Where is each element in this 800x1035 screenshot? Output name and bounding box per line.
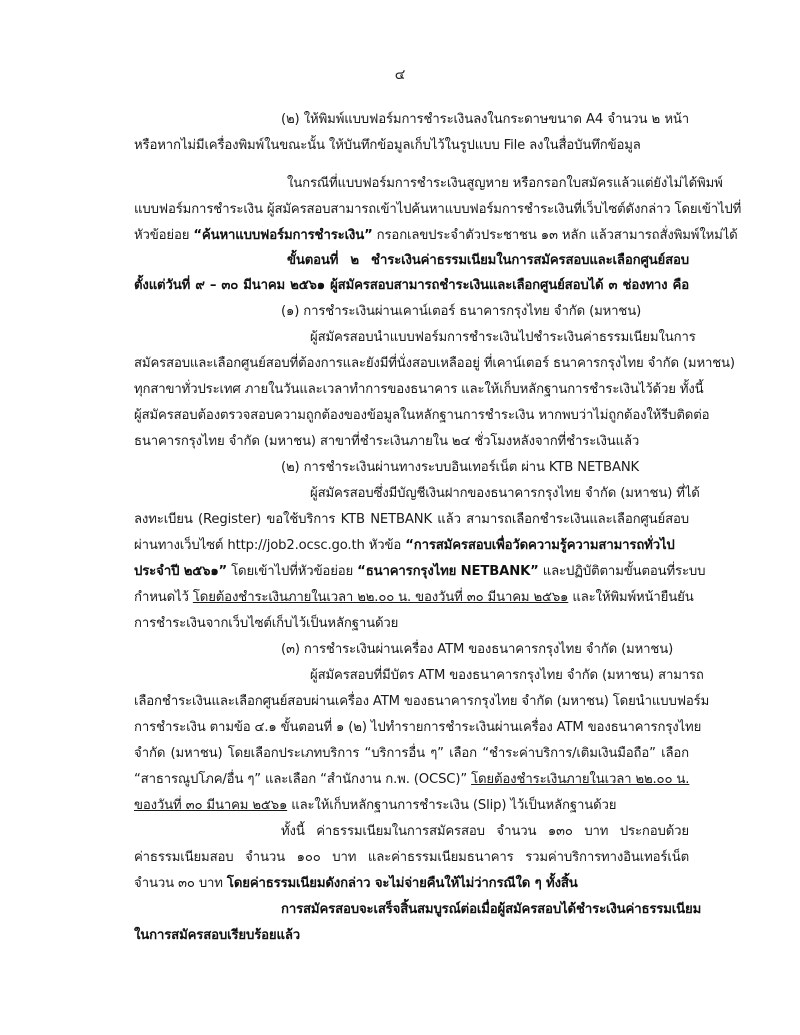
p1-line-2: หรือหากไม่มีเครื่องพิมพ์ในขณะนั้น ให้บันทึกข้อมูลเก็บไว้ในรูปแบบ File ลงในสื่อบันทึกข้อมูล	[134, 138, 641, 153]
channel2-line-4-mid: โดยเข้าไปที่หัวข้อย่อย	[227, 564, 358, 579]
fees-line-2: ค่าธรรมเนียมสอบ จำนวน ๑๐๐ บาท และค่าธรรมเนียมธนาคาร รวมค่าบริการทางอินเทอร์เน็ต	[134, 850, 689, 865]
p1-line-1: (๒) ให้พิมพ์แบบฟอร์มการชำระเงินลงในกระดาษขนาด A4 จำนวน ๒ หน้า	[281, 112, 689, 127]
channel2-line-4-suffix: และปฏิบัติตามขั้นตอนที่ระบบ	[538, 564, 706, 579]
channel3-title: (๓) การชำระเงินผ่านเครื่อง ATM ของธนาคารกรุงไทย จำกัด (มหาชน)	[281, 642, 674, 657]
completion-line-1: การสมัครสอบจะเสร็จสิ้นสมบูรณ์ต่อเมื่อผู้สมัครสอบได้ชำระเงินค่าธรรมเนียม	[281, 902, 702, 917]
channel1-title: (๑) การชำระเงินผ่านเคาน์เตอร์ ธนาคารกรุงไทย จำกัด (มหาชน)	[281, 304, 642, 319]
p2-line-3-suffix: กรอกเลขประจำตัวประชาชน ๑๓ หลัก แล้วสามารถสั่งพิมพ์ใหม่ได้	[372, 228, 738, 243]
channel1-line-4: ผู้สมัครสอบต้องตรวจสอบความถูกต้องของข้อมูลในหลักฐานการชำระเงิน หากพบว่าไม่ถูกต้องให้รีบติดต่อ	[134, 408, 710, 423]
channel2-line-5-suffix: และให้พิมพ์หน้ายืนยัน	[568, 590, 694, 605]
page-number: ๔	[394, 67, 406, 83]
channel2-title: (๒) การชำระเงินผ่านทางระบบอินเทอร์เน็ต ผ่าน KTB NETBANK	[281, 460, 640, 475]
channel2-line-5-prefix: กำหนดไว้	[134, 590, 193, 605]
channel3-line-6	[134, 796, 689, 818]
channel1-line-3: ทุกสาขาทั่วประเทศ ภายในวันและเวลาทำการของธนาคาร และให้เก็บหลักฐานการชำระเงินไว้ด้วย ทั้งนี้	[134, 382, 704, 397]
netbank-topic: “ธนาคารกรุงไทย NETBANK”	[357, 564, 539, 579]
channel2-line-2: ลงทะเบียน (Register) ขอใช้บริการ KTB NETBANK แล้ว สามารถเลือกชำระเงินและเลือกศูนย์สอบ	[134, 512, 689, 527]
p2-line-3	[134, 226, 738, 248]
channel2-line-5	[134, 588, 694, 610]
netbank-deadline: โดยต้องชำระเงินภายในเวลา ๒๒.๐๐ น. ของวันที่ ๓๐ มีนาคม ๒๕๖๑	[192, 590, 569, 605]
channel1-line-1: ผู้สมัครสอบนำแบบฟอร์มการชำระเงินไปชำระเงินค่าธรรมเนียมในการ	[310, 330, 696, 345]
fees-line-3	[134, 874, 689, 896]
channel3-line-3: การชำระเงิน ตามข้อ ๔.๑ ขั้นตอนที่ ๑ (๒) ไปทำรายการชำระเงินผ่านเครื่อง ATM ของธนาคารกรุงไทย	[134, 720, 702, 735]
step2-heading: ขั้นตอนที่ ๒ ชำระเงินค่าธรรมเนียมในการสมัครสอบและเลือกศูนย์สอบ	[287, 253, 689, 268]
fees-amount: จำนวน ๓๐ บาท	[134, 876, 227, 891]
channel2-line-1: ผู้สมัครสอบซึ่งมีบัญชีเงินฝากของธนาคารกรุงไทย จำกัด (มหาชน) ที่ได้	[310, 486, 700, 501]
channel3-line-5	[134, 770, 689, 792]
channel2-line-3	[134, 536, 689, 558]
p2-line-3-prefix: หัวข้อย่อย	[134, 228, 194, 243]
channel2-line-6: การชำระเงินจากเว็บไซต์เก็บไว้เป็นหลักฐานด้วย	[134, 616, 399, 631]
channel3-line-2: เลือกชำระเงินและเลือกศูนย์สอบผ่านเครื่อง ATM ของธนาคารกรุงไทย จำกัด (มหาชน) โดยนำแบบฟอร์ม	[134, 694, 710, 709]
fees-line-1: ทั้งนี้ ค่าธรรมเนียมในการสมัครสอบ จำนวน ๑๓๐ บาท ประกอบด้วย	[281, 824, 689, 839]
p2-line-1: ในกรณีที่แบบฟอร์มการชำระเงินสูญหาย หรือกรอกใบสมัครแล้วแต่ยังไม่ได้พิมพ์	[287, 176, 723, 191]
channel3-line-4: จำกัด (มหาชน) โดยเลือกประเภทบริการ “บริการอื่น ๆ” เลือก “ชำระค่าบริการ/เติมเงินมือถือ” เลือก	[134, 746, 689, 761]
step2-line-2: ตั้งแต่วันที่ ๙ – ๓๐ มีนาคม ๒๕๖๑ ผู้สมัครสอบสามารถชำระเงินและเลือกศูนย์สอบได้ ๓ ช่องทาง คือ	[134, 278, 689, 293]
channel3-line-1: ผู้สมัครสอบที่มีบัตร ATM ของธนาคารกรุงไทย จำกัด (มหาชน) สามารถ	[310, 668, 704, 683]
channel3-line-6-suffix: และให้เก็บหลักฐานการชำระเงิน (Slip) ไว้เป็นหลักฐานด้วย	[287, 798, 617, 813]
channel1-line-5: ธนาคารกรุงไทย จำกัด (มหาชน) สาขาที่ชำระเงินภายใน ๒๔ ชั่วโมงหลังจากที่ชำระเงินแล้ว	[134, 434, 640, 449]
exam-topic-year: ประจำปี ๒๕๖๑”	[134, 564, 228, 579]
channel1-line-2: สมัครสอบและเลือกศูนย์สอบที่ต้องการและยังมีที่นั่งสอบเหลืออยู่ ที่เคาน์เตอร์ ธนาคารกรุงไทย จำกัด (มหาชน)	[134, 356, 735, 371]
search-form-topic: “ค้นหาแบบฟอร์มการชำระเงิน”	[193, 228, 373, 243]
exam-topic-title: “การสมัครสอบเพื่อวัดความรู้ความสามารถทั่วไป	[405, 538, 675, 553]
completion-line-2: ในการสมัครสอบเรียบร้อยแล้ว	[134, 928, 301, 943]
p2-line-2: แบบฟอร์มการชำระเงิน ผู้สมัครสอบสามารถเข้าไปค้นหาแบบฟอร์มการชำระเงินที่เว็บไซต์ดังกล่าว โดยเข้าไปที่	[134, 202, 742, 217]
non-refundable-notice: โดยค่าธรรมเนียมดังกล่าว จะไม่จ่ายคืนให้ไม่ว่ากรณีใด ๆ ทั้งสิ้น	[226, 876, 578, 891]
channel3-line-5-prefix: “สาธารณูปโภค/อื่น ๆ” และเลือก “สำนักงาน ก.พ. (OCSC)”	[134, 772, 472, 787]
channel2-line-4	[134, 562, 706, 584]
channel2-line-3-prefix: ผ่านทางเว็บไซต์ http://job2.ocsc.go.th หัวข้อ	[134, 538, 406, 553]
atm-deadline-part-2: ของวันที่ ๓๐ มีนาคม ๒๕๖๑	[134, 798, 288, 813]
atm-deadline-part-1: โดยต้องชำระเงินภายในเวลา ๒๒.๐๐ น.	[471, 772, 690, 787]
